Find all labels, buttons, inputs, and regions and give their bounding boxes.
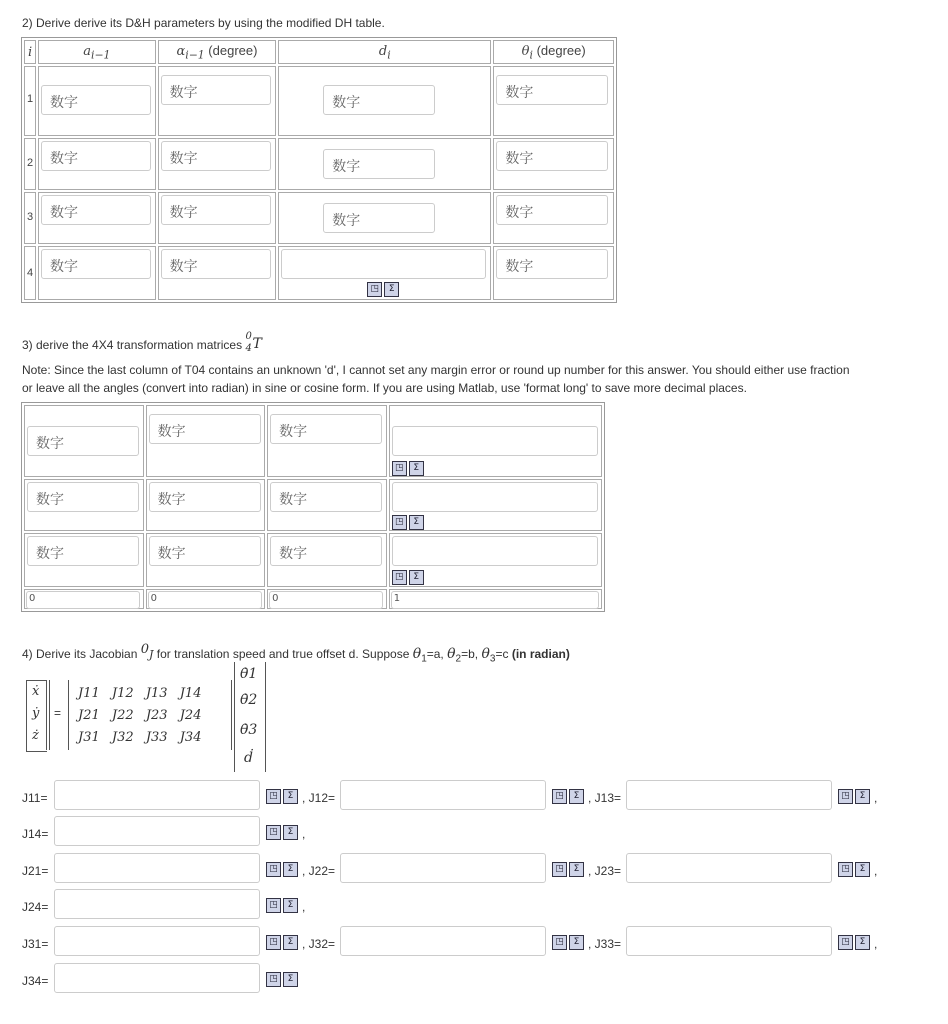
a2-input[interactable]: 数字	[41, 195, 151, 225]
theta3-input[interactable]: 数字	[496, 195, 608, 225]
d4-input[interactable]	[281, 249, 486, 279]
t23-input[interactable]	[392, 536, 598, 566]
t22-input[interactable]: 数字	[270, 536, 382, 566]
t30-input[interactable]: 0	[26, 591, 140, 609]
a0-input[interactable]: 数字	[41, 85, 151, 115]
sigma-icon[interactable]: Σ	[283, 898, 298, 913]
row-index: 1	[24, 66, 36, 136]
sigma-icon[interactable]: Σ	[409, 570, 424, 585]
j11-label: J11=	[22, 791, 48, 805]
j31-label: J31=	[22, 937, 49, 951]
d2-input[interactable]: 数字	[323, 149, 435, 179]
j11-cell: J11	[78, 686, 100, 701]
theta1-dot: θ̇1	[240, 666, 258, 682]
sigma-icon[interactable]: Σ	[283, 935, 298, 950]
q3-note-line1: Note: Since the last column of T04 contains an unknown 'd', I cannot set any margin error or round up number for this answer. You should either use fraction	[22, 363, 850, 377]
preview-icon[interactable]: ◳	[392, 461, 407, 476]
j12-label: , J12=	[302, 791, 336, 805]
t11-input[interactable]: 数字	[149, 482, 261, 512]
sigma-icon[interactable]: Σ	[384, 282, 399, 297]
t21-input[interactable]: 数字	[149, 536, 261, 566]
q3-title: 3) derive the 4X4 transformation matrices 0 4 T	[22, 331, 262, 354]
row-index: 4	[24, 246, 36, 300]
j34-input[interactable]	[54, 963, 260, 993]
j24-label: J24=	[22, 900, 49, 914]
j33-label: , J33=	[588, 937, 622, 951]
t31-input[interactable]: 0	[148, 591, 262, 609]
t20-input[interactable]: 数字	[27, 536, 139, 566]
sigma-icon[interactable]: Σ	[855, 935, 870, 950]
alpha3-input[interactable]: 数字	[161, 249, 271, 279]
alpha2-input[interactable]: 数字	[161, 195, 271, 225]
preview-icon[interactable]: ◳	[266, 972, 281, 987]
theta1-input[interactable]: 数字	[496, 75, 608, 105]
sigma-icon[interactable]: Σ	[283, 789, 298, 804]
j13-input[interactable]	[626, 780, 832, 810]
preview-icon[interactable]: ◳	[266, 935, 281, 950]
sigma-icon[interactable]: Σ	[855, 789, 870, 804]
preview-icon[interactable]: ◳	[838, 789, 853, 804]
sigma-icon[interactable]: Σ	[569, 789, 584, 804]
j24-input[interactable]	[54, 889, 260, 919]
sigma-icon[interactable]: Σ	[283, 825, 298, 840]
col-header-d: $d_i$	[278, 40, 491, 64]
j14-input[interactable]	[54, 816, 260, 846]
equals-sign: =	[54, 706, 62, 720]
j23-label: , J23=	[588, 864, 622, 878]
sigma-icon[interactable]: Σ	[855, 862, 870, 877]
preview-icon[interactable]: ◳	[838, 935, 853, 950]
preview-icon[interactable]: ◳	[392, 570, 407, 585]
preview-icon[interactable]: ◳	[266, 862, 281, 877]
j32-input[interactable]	[340, 926, 546, 956]
preview-icon[interactable]: ◳	[552, 789, 567, 804]
a3-input[interactable]: 数字	[41, 249, 151, 279]
row-index: 3	[24, 192, 36, 244]
t02-input[interactable]: 数字	[270, 414, 382, 444]
j13-label: , J13=	[588, 791, 622, 805]
d1-input[interactable]: 数字	[323, 85, 435, 115]
j12-input[interactable]	[340, 780, 546, 810]
preview-icon[interactable]: ◳	[552, 935, 567, 950]
j21-input[interactable]	[54, 853, 260, 883]
jacobian-equation: ẋ ẏ ż = J11 J12 J13 J14 J21 J22 J23 J24 J31 J32 J33 J34 θ̇1 θ̇2 θ̇3 ḋ	[24, 662, 274, 774]
j23-input[interactable]	[626, 853, 832, 883]
zdot: ż	[32, 728, 39, 743]
t13-input[interactable]	[392, 482, 598, 512]
transform-matrix-table	[21, 402, 605, 612]
col-header-alpha: $\alpha_{i-1}$ (degree)	[158, 40, 277, 64]
theta3-dot: θ̇3	[240, 722, 258, 738]
j22-label: , J22=	[302, 864, 336, 878]
t03-input[interactable]	[392, 426, 598, 456]
theta4-input[interactable]: 数字	[496, 249, 608, 279]
ydot: ẏ	[32, 706, 40, 721]
t00-input[interactable]: 数字	[27, 426, 139, 456]
t12-input[interactable]: 数字	[270, 482, 382, 512]
preview-icon[interactable]: ◳	[367, 282, 382, 297]
sigma-icon[interactable]: Σ	[283, 972, 298, 987]
j11-input[interactable]	[54, 780, 260, 810]
d-dot: ḋ	[244, 750, 253, 766]
row-index: 2	[24, 138, 36, 190]
sigma-icon[interactable]: Σ	[569, 862, 584, 877]
sigma-icon[interactable]: Σ	[283, 862, 298, 877]
sigma-icon[interactable]: Σ	[409, 461, 424, 476]
col-header-i: i	[24, 40, 36, 64]
theta2-input[interactable]: 数字	[496, 141, 608, 171]
xdot: ẋ	[32, 684, 40, 699]
alpha0-input[interactable]: 数字	[161, 75, 271, 105]
t33-input[interactable]: 1	[391, 591, 599, 609]
sigma-icon[interactable]: Σ	[569, 935, 584, 950]
q2-title: 2) Derive derive its D&H parameters by using the modified DH table.	[22, 16, 385, 30]
preview-icon[interactable]: ◳	[552, 862, 567, 877]
col-header-theta: $\theta_i$ (degree)	[493, 40, 614, 64]
q4-title: 4) Derive its Jacobian $^0$J for translation speed and true offset d. Suppose $\theta_1=a$, $\theta_2=b$, $\theta_3=c$ (in radian)	[22, 642, 570, 665]
j34-label: J34=	[22, 974, 49, 988]
preview-icon[interactable]: ◳	[266, 789, 281, 804]
j33-input[interactable]	[626, 926, 832, 956]
alpha1-input[interactable]: 数字	[161, 141, 271, 171]
preview-icon[interactable]: ◳	[266, 825, 281, 840]
t32-input[interactable]: 0	[269, 591, 383, 609]
dh-table	[21, 37, 617, 303]
preview-icon[interactable]: ◳	[266, 898, 281, 913]
j14-label: J14=	[22, 827, 49, 841]
sigma-icon[interactable]: Σ	[409, 515, 424, 530]
j31-input[interactable]	[54, 926, 260, 956]
col-header-a: $a_{i-1}$	[38, 40, 156, 64]
preview-icon[interactable]: ◳	[392, 515, 407, 530]
j32-label: , J32=	[302, 937, 336, 951]
d3-input[interactable]: 数字	[323, 203, 435, 233]
theta2-dot: θ̇2	[240, 692, 258, 708]
t01-input[interactable]: 数字	[149, 414, 261, 444]
preview-icon[interactable]: ◳	[838, 862, 853, 877]
a1-input[interactable]: 数字	[41, 141, 151, 171]
q3-note-line2: or leave all the angles (convert into radian) in sine or cosine form. If you are using Matlab, use 'format long' to save more decimal places.	[22, 381, 747, 395]
j21-label: J21=	[22, 864, 49, 878]
t10-input[interactable]: 数字	[27, 482, 139, 512]
j22-input[interactable]	[340, 853, 546, 883]
